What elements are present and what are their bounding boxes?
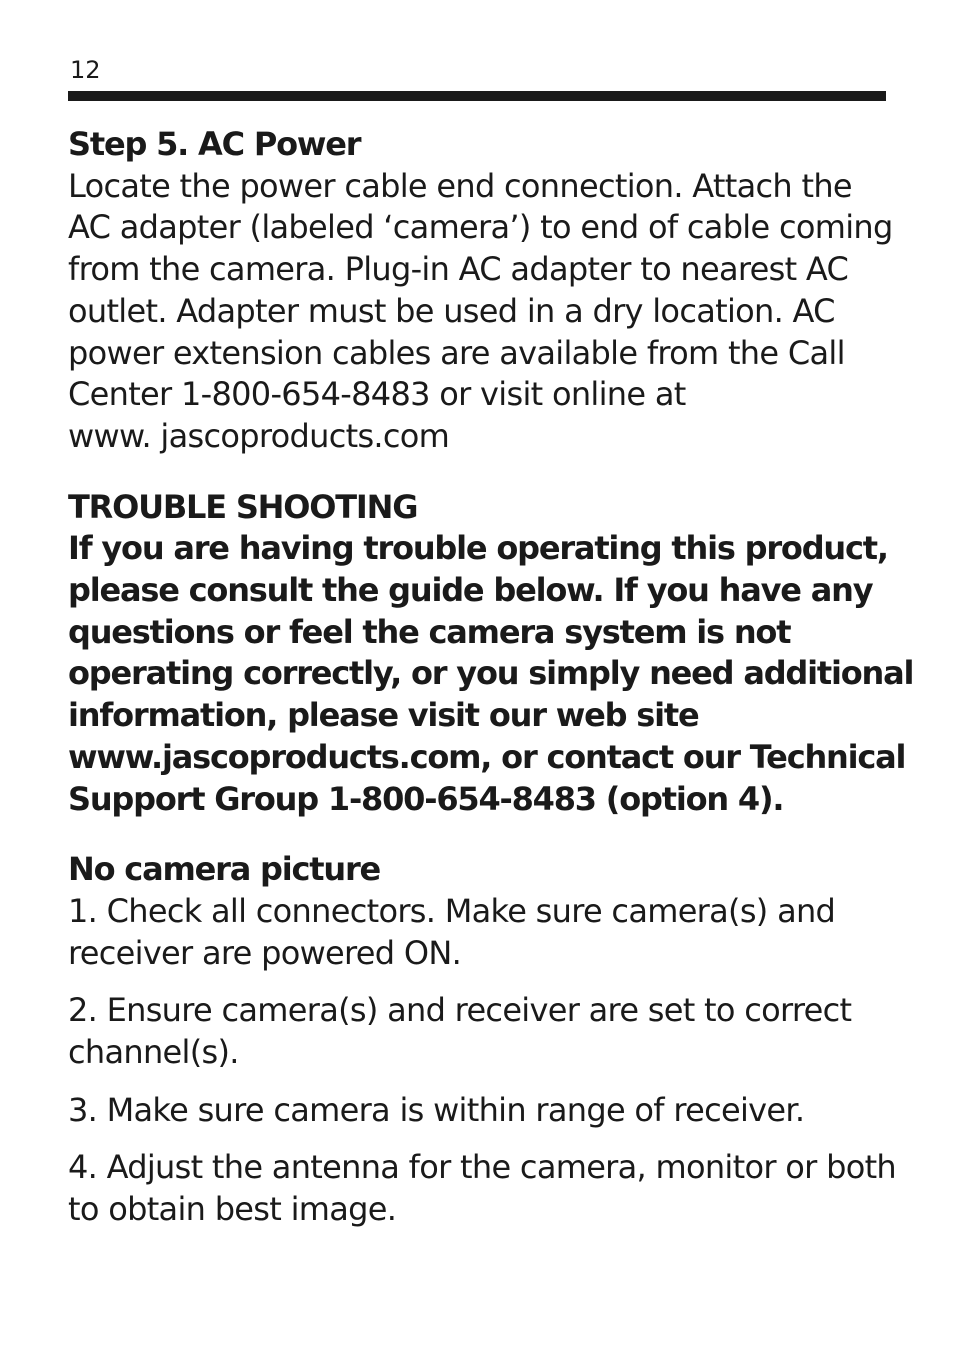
step-5-line: Center 1-800-654-8483 or visit online at bbox=[68, 375, 686, 414]
step-5-line: Locate the power cable end connection. Attach the bbox=[68, 166, 852, 205]
header-rule bbox=[68, 91, 886, 101]
page-number: 12 bbox=[70, 56, 101, 84]
list-item-line: 1. Check all connectors. Make sure camera(s) and bbox=[68, 891, 836, 930]
page-content bbox=[68, 124, 914, 1231]
step-5-line: power extension cables are available from the Call bbox=[68, 333, 845, 372]
list-spacer bbox=[68, 974, 886, 990]
list-item-line: 2. Ensure camera(s) and receiver are set to correct bbox=[68, 991, 852, 1030]
troubleshooting-heading: TROUBLE SHOOTING bbox=[68, 487, 418, 526]
list-item bbox=[68, 891, 886, 974]
list-item-line: 3. Make sure camera is within range of receiver. bbox=[68, 1090, 805, 1129]
list-item bbox=[68, 1147, 896, 1230]
list-spacer bbox=[68, 1131, 886, 1147]
troubleshooting-line: If you are having trouble operating this product, bbox=[68, 529, 888, 568]
step-5-line: www. jascoproducts.com bbox=[68, 416, 450, 455]
step-5-heading: Step 5. AC Power bbox=[68, 125, 361, 163]
troubleshooting-line: questions or feel the camera system is not bbox=[68, 612, 791, 651]
no-camera-picture-section bbox=[68, 849, 896, 1231]
step-5-line: outlet. Adapter must be used in a dry location. AC bbox=[68, 291, 835, 330]
troubleshooting-line: information, please visit our web site bbox=[68, 696, 699, 735]
troubleshooting-line: please consult the guide below. If you have any bbox=[68, 571, 873, 610]
list-item-line: 4. Adjust the antenna for the camera, monitor or both bbox=[68, 1148, 896, 1187]
step-5-line: AC adapter (labeled ‘camera’) to end of cable coming bbox=[68, 208, 893, 247]
no-camera-picture-heading: No camera picture bbox=[68, 850, 381, 889]
list-item bbox=[68, 990, 886, 1073]
troubleshooting-line: operating correctly, or you simply need additional bbox=[68, 654, 914, 693]
section-spacer bbox=[68, 820, 886, 849]
section-spacer bbox=[68, 458, 886, 487]
list-spacer bbox=[68, 1074, 886, 1090]
troubleshooting-line: www.jascoproducts.com, or contact our Technical bbox=[68, 737, 906, 776]
step-5-section bbox=[68, 124, 893, 458]
step-5-line: from the camera. Plug-in AC adapter to nearest AC bbox=[68, 250, 849, 289]
troubleshooting-line: Support Group 1-800-654-8483 (option 4). bbox=[68, 779, 784, 818]
list-item-line: channel(s). bbox=[68, 1033, 239, 1072]
list-item-line: to obtain best image. bbox=[68, 1190, 397, 1229]
list-item-line: receiver are powered ON. bbox=[68, 933, 462, 972]
list-item bbox=[68, 1090, 886, 1132]
troubleshooting-section bbox=[68, 487, 914, 821]
